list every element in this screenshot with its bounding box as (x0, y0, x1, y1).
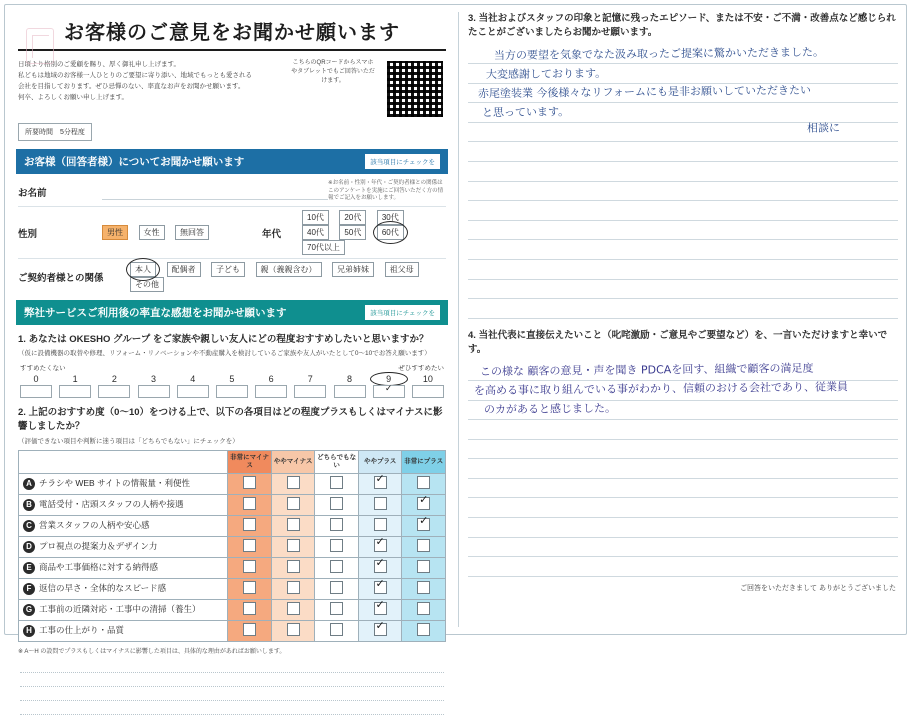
nps-num-9: 9 (373, 374, 405, 384)
nps-scale-ends (20, 363, 444, 372)
nps-num-8: 8 (346, 374, 352, 385)
checkbox[interactable] (417, 581, 430, 594)
row-h-opt-1[interactable] (271, 620, 315, 641)
row-e-label: 商品や工事価格に対する納得感 (39, 562, 159, 573)
row-c-opt-3[interactable] (358, 515, 402, 536)
question-3-answer-area[interactable] (466, 45, 900, 319)
nps-num-6: 6 (268, 374, 274, 385)
handwriting-line-4: と思っています。 (481, 104, 570, 119)
age-option-60-box[interactable]: 60代 (377, 225, 404, 240)
relation-option-parent[interactable] (256, 262, 322, 277)
question-4-number: 4. (468, 329, 476, 341)
table-row (19, 620, 446, 641)
nps-box-10[interactable] (412, 385, 444, 398)
question-3-lines[interactable] (468, 45, 898, 319)
gender-label: 性別 (18, 228, 38, 240)
checkbox[interactable] (243, 539, 256, 552)
section-2-header (16, 300, 448, 325)
write-line[interactable] (468, 260, 898, 280)
question-1-number: 1. (18, 334, 26, 346)
row-a-label-cell (19, 473, 228, 494)
row-e-badge: E (23, 562, 35, 574)
intro-text (18, 59, 282, 103)
checkbox[interactable] (330, 602, 343, 615)
row-d-opt-1[interactable] (271, 536, 315, 557)
table-header-neutral: どちらでもない (315, 451, 359, 474)
title-rule (18, 49, 446, 51)
row-g-opt-0[interactable] (228, 599, 272, 620)
checkbox[interactable] (287, 497, 300, 510)
free-comment-lines[interactable] (20, 659, 444, 715)
comment-line[interactable] (20, 687, 444, 701)
write-line[interactable] (468, 240, 898, 260)
section-2-title: 弊社サービスご利用後の率直な感想をお聞かせ願います (24, 307, 287, 320)
question-1-body: あなたは OKESHO グループ をご家族や親しい友人にどの程度おすすめしたいと思いますか？ (28, 334, 429, 346)
checkbox[interactable] (330, 560, 343, 573)
relation-option-sibling[interactable] (332, 262, 374, 277)
row-e-opt-3[interactable] (358, 557, 402, 578)
decorative-stamp-icon (26, 28, 54, 64)
name-note: ※お名前・性別・年代・ご契約者様との関係はこのアンケートを実施にご回答いただく方の情報でご記入をお願いします。 (328, 180, 444, 202)
row-h-opt-3[interactable] (358, 620, 402, 641)
age-option-60[interactable] (377, 225, 404, 240)
write-line[interactable] (468, 299, 898, 319)
row-f-label-cell (19, 578, 228, 599)
divider (18, 206, 446, 207)
question-2-body: 上記のおすすめ度（0～10）をつける上で、以下の各項目はどの程度プラスもしくはマイナスに影響しましたか？ (18, 407, 443, 433)
nps-left-label: すすめたくない (20, 365, 66, 373)
checkbox[interactable] (374, 602, 387, 615)
write-line[interactable] (468, 557, 898, 577)
name-label: お名前 (18, 187, 47, 199)
checkbox[interactable] (287, 602, 300, 615)
nps-cell-0[interactable] (20, 374, 52, 398)
handwriting-q4-line-1: この様な 顧客の意見・声を聞き PDCAを回す、組織で顧客の満足度 (479, 362, 814, 379)
write-line[interactable] (468, 182, 898, 202)
age-option-40-box[interactable]: 40代 (302, 225, 329, 240)
table-row (19, 599, 446, 620)
nps-box-1[interactable] (59, 385, 91, 398)
nps-cell-6[interactable] (255, 374, 287, 398)
row-f-opt-0[interactable] (228, 578, 272, 599)
relation-option-child[interactable] (211, 262, 245, 277)
nps-num-10: 10 (422, 374, 433, 385)
section-1-header (16, 149, 448, 174)
age-option-20[interactable] (339, 210, 366, 225)
table-header-negative: ややマイナス (271, 451, 315, 474)
row-d-badge: D (23, 541, 35, 553)
row-g-opt-1[interactable] (271, 599, 315, 620)
nps-cell-9[interactable] (373, 374, 405, 398)
write-line[interactable] (468, 381, 898, 401)
nps-box-9[interactable] (373, 385, 405, 398)
section-1-checknote: 該当項目にチェックを (365, 154, 440, 169)
row-e-opt-0[interactable] (228, 557, 272, 578)
page-title: お客様のご意見をお聞かせ願います (64, 22, 400, 44)
row-b-opt-4[interactable] (402, 494, 446, 515)
checkbox[interactable] (417, 497, 430, 510)
checkbox[interactable] (330, 623, 343, 636)
row-d-opt-0[interactable] (228, 536, 272, 557)
row-e-opt-1[interactable] (271, 557, 315, 578)
row-b-label: 電話受付・店頭スタッフの人柄や接遇 (39, 499, 184, 510)
qr-note-text: こちらのQRコードからスマホやタブレットでもご回答いただけます。 (291, 60, 375, 84)
relation-option-sibling-box[interactable]: 兄弟姉妹 (332, 262, 374, 277)
row-e-opt-4[interactable] (402, 557, 446, 578)
row-c-label-cell (19, 515, 228, 536)
nps-cell-10[interactable] (412, 374, 444, 398)
age-label: 年代 (262, 228, 282, 240)
row-d-opt-4[interactable] (402, 536, 446, 557)
checkbox[interactable] (374, 476, 387, 489)
nps-box-5[interactable] (216, 385, 248, 398)
nps-num-0: 0 (33, 374, 39, 385)
table-row (19, 557, 446, 578)
age-option-40[interactable] (302, 225, 329, 240)
nps-num-1: 1 (72, 374, 78, 385)
row-c-opt-4[interactable] (402, 515, 446, 536)
row-g-badge: G (23, 604, 35, 616)
section-1-title: お客様（回答者様）についてお聞かせ願います (24, 156, 245, 168)
write-line[interactable] (468, 479, 898, 499)
nps-cell-3[interactable] (138, 374, 170, 398)
row-e-opt-2[interactable] (315, 557, 359, 578)
age-option-20-box[interactable]: 20代 (339, 210, 366, 225)
qr-note (290, 59, 376, 86)
checkbox[interactable] (417, 518, 430, 531)
row-d-opt-2[interactable] (315, 536, 359, 557)
row-b-label-cell (19, 494, 228, 515)
nps-box-2[interactable] (98, 385, 130, 398)
row-d-label: プロ視点の提案力＆デザイン力 (39, 541, 158, 552)
comment-line[interactable] (20, 701, 444, 715)
write-line[interactable] (468, 280, 898, 300)
row-f-label: 返信の早さ・全体的なスピード感 (39, 583, 167, 594)
nps-cell-5[interactable] (216, 374, 248, 398)
checkbox[interactable] (417, 623, 430, 636)
gender-option-male[interactable] (102, 225, 128, 240)
row-a-label: チラシや WEB サイトの情報量・利便性 (39, 478, 190, 489)
row-c-opt-1[interactable] (271, 515, 315, 536)
row-c-badge: C (23, 520, 35, 532)
question-1-sub: （仮に設備機器の取替や修理、リフォーム・リノベーションや不動産購入を検討しているご家族や友人がいたとして0～10でお答え願います） (18, 350, 431, 358)
nps-cell-2[interactable] (98, 374, 130, 398)
row-a-opt-3[interactable] (358, 473, 402, 494)
intro-line-2: 私どもは地域のお客様一人ひとりのご要望に寄り添い、地域でもっとも愛される (18, 72, 252, 80)
checkbox[interactable] (417, 539, 430, 552)
checkbox[interactable] (330, 476, 343, 489)
row-a-badge: A (23, 478, 35, 490)
handwriting-q4-line-3: のカがあると感じました。 (483, 402, 617, 417)
row-c-label: 営業スタッフの人柄や安心感 (39, 520, 150, 531)
gender-age-row (18, 210, 446, 255)
checkbox[interactable] (330, 581, 343, 594)
table-header-very-positive: 非常にプラス (402, 451, 446, 474)
name-row (18, 180, 446, 203)
column-divider (458, 12, 459, 627)
nps-num-7: 7 (307, 374, 313, 385)
intro-line-4: 何卒、よろしくお願い申し上げます。 (18, 94, 128, 102)
row-a-opt-0[interactable] (228, 473, 272, 494)
row-g-opt-4[interactable] (402, 599, 446, 620)
question-2-number: 2. (18, 407, 26, 419)
write-line[interactable] (468, 361, 898, 381)
checkbox[interactable] (243, 518, 256, 531)
checkbox[interactable] (417, 602, 430, 615)
write-line[interactable] (468, 103, 898, 123)
checkbox[interactable] (417, 560, 430, 573)
nps-box-0[interactable] (20, 385, 52, 398)
relation-row (18, 262, 446, 292)
name-input[interactable] (102, 184, 328, 200)
nps-box-4[interactable] (177, 385, 209, 398)
right-column (466, 10, 900, 630)
checkbox[interactable] (287, 560, 300, 573)
checkbox[interactable] (374, 497, 387, 510)
nps-cell-1[interactable] (59, 374, 91, 398)
question-3-number: 3. (468, 13, 476, 24)
relation-option-self[interactable] (130, 262, 156, 277)
checkbox[interactable] (287, 539, 300, 552)
intro-line-3: 会社を目指しております。ぜひ忌憚のない、率直なお声をお聞かせ願います。 (18, 83, 245, 91)
question-3-body: 当社およびスタッフの印象と記憶に残ったエピソード、または不安・ご不満・改善点など感じられたことがございましたらお聞かせ願います。 (468, 13, 896, 39)
write-line[interactable] (468, 84, 898, 104)
question-2-sub: （評価できない項目や判断に迷う項目は「どちらでもない」にチェックを） (18, 437, 239, 445)
row-a-opt-1[interactable] (271, 473, 315, 494)
table-header-positive: ややプラス (358, 451, 402, 474)
intro-line-1: 日頃より格別のご愛顧を賜り、厚く御礼申し上げます。 (18, 61, 180, 68)
relation-option-other-box[interactable]: その他 (130, 277, 164, 292)
age-option-70plus[interactable] (302, 240, 345, 255)
row-a-opt-2[interactable] (315, 473, 359, 494)
row-d-label-cell (19, 536, 228, 557)
row-h-opt-4[interactable] (402, 620, 446, 641)
qr-code-icon[interactable] (387, 61, 443, 117)
nps-cell-4[interactable] (177, 374, 209, 398)
question-1-text (18, 333, 446, 347)
row-g-opt-2[interactable] (315, 599, 359, 620)
row-b-badge: B (23, 499, 35, 511)
question-4-body: 当社代表に直接伝えたいこと（叱咤激励・ご意見やご要望など）を、一言いただけますと幸いです。 (468, 329, 888, 356)
checkbox[interactable] (330, 539, 343, 552)
write-line[interactable] (468, 123, 898, 143)
estimated-time-badge: 所要時間 5分程度 (18, 123, 92, 141)
checkbox[interactable] (374, 518, 387, 531)
row-e-label-cell (19, 557, 228, 578)
row-g-label-cell (19, 599, 228, 620)
checkbox[interactable] (417, 476, 430, 489)
nps-box-7[interactable] (294, 385, 326, 398)
relation-label: ご契約者様との関係 (18, 273, 104, 285)
handwriting-line-3: 赤尾塗装業 今後様々なリフォームにも是非お願いしていただきたい (477, 83, 812, 100)
left-column (12, 10, 452, 655)
relation-option-grandparent-box[interactable]: 祖父母 (385, 262, 419, 277)
row-b-opt-1[interactable] (271, 494, 315, 515)
checkbox[interactable] (330, 518, 343, 531)
write-line[interactable] (468, 420, 898, 440)
nps-num-2: 2 (111, 374, 117, 385)
row-a-opt-4[interactable] (402, 473, 446, 494)
gender-option-none-box[interactable]: 無回答 (175, 225, 209, 240)
nps-scale[interactable] (20, 363, 444, 398)
relation-option-child-box[interactable]: 子ども (211, 262, 245, 277)
row-h-badge: H (23, 625, 35, 637)
thanks-note: ご回答をいただきまして ありがとうございました (740, 584, 896, 592)
intro-block (18, 59, 446, 117)
write-line[interactable] (468, 459, 898, 479)
age-option-70plus-box[interactable]: 70代以上 (302, 240, 345, 255)
table-row (19, 536, 446, 557)
row-h-opt-2[interactable] (315, 620, 359, 641)
checkbox[interactable] (243, 476, 256, 489)
checkbox[interactable] (374, 581, 387, 594)
checkbox[interactable] (243, 581, 256, 594)
row-f-opt-1[interactable] (271, 578, 315, 599)
checkbox[interactable] (243, 497, 256, 510)
gender-option-none[interactable] (175, 225, 209, 240)
section-2-checknote: 該当項目にチェックを (365, 305, 440, 320)
nps-box-8[interactable] (334, 385, 366, 398)
relation-option-grandparent[interactable] (385, 262, 419, 277)
row-f-opt-2[interactable] (315, 578, 359, 599)
checkbox[interactable] (287, 623, 300, 636)
nps-num-3: 3 (151, 374, 157, 385)
table-header-item (19, 451, 228, 474)
write-line[interactable] (468, 162, 898, 182)
handwriting-signature: 相談に (806, 120, 841, 135)
checkbox[interactable] (243, 623, 256, 636)
row-g-label: 工事前の近隣対応・工事中の清掃（養生） (39, 604, 201, 615)
write-line[interactable] (468, 142, 898, 162)
table-row (19, 494, 446, 515)
relation-option-self-box[interactable]: 本人 (130, 262, 156, 277)
checkbox[interactable] (287, 518, 300, 531)
comment-line[interactable] (20, 673, 444, 687)
checkbox[interactable] (243, 602, 256, 615)
nps-cell-8[interactable] (334, 374, 366, 398)
write-line[interactable] (468, 538, 898, 558)
impact-table (18, 450, 446, 642)
question-4-text (468, 329, 898, 358)
handwriting-q4-line-2: を高める事に取り組んでいる事がわかり、信頼のおける会社であり、従業員 (473, 380, 849, 398)
write-line[interactable] (468, 498, 898, 518)
write-line[interactable] (468, 401, 898, 421)
relation-option-spouse-box[interactable]: 配偶者 (167, 262, 201, 277)
age-option-10[interactable] (302, 210, 329, 225)
nps-cell-7[interactable] (294, 374, 326, 398)
comment-line[interactable] (20, 659, 444, 673)
table-header-row (19, 451, 446, 474)
relation-option-parent-box[interactable]: 親（義親含む） (256, 262, 322, 277)
checkbox[interactable] (243, 560, 256, 573)
nps-num-5: 5 (229, 374, 235, 385)
checkbox[interactable] (374, 623, 387, 636)
checkbox[interactable] (330, 497, 343, 510)
age-option-30-box[interactable]: 30代 (377, 210, 404, 225)
write-line[interactable] (468, 221, 898, 241)
table-header-very-negative: 非常にマイナス (228, 451, 272, 474)
nps-right-label: ぜひすすめたい (398, 365, 444, 373)
nps-box-3[interactable] (138, 385, 170, 398)
question-4-answer-area[interactable] (466, 361, 900, 577)
nps-box-6[interactable] (255, 385, 287, 398)
checkbox[interactable] (287, 581, 300, 594)
question-3-text (468, 12, 898, 41)
row-b-opt-0[interactable] (228, 494, 272, 515)
table-row (19, 578, 446, 599)
row-f-opt-3[interactable] (358, 578, 402, 599)
row-b-opt-2[interactable] (315, 494, 359, 515)
age-option-50-box[interactable]: 50代 (339, 225, 366, 240)
checkbox[interactable] (374, 560, 387, 573)
relation-option-spouse[interactable] (167, 262, 201, 277)
nps-scale-cells (20, 374, 444, 398)
write-line[interactable] (468, 518, 898, 538)
row-g-opt-3[interactable] (358, 599, 402, 620)
handwriting-line-2: 大変感謝しております。 (485, 66, 607, 81)
age-option-50[interactable] (339, 225, 366, 240)
row-h-label: 工事の仕上がり・品質 (39, 625, 125, 636)
question-4-lines[interactable] (468, 361, 898, 577)
row-f-badge: F (23, 583, 35, 595)
handwriting-line-1: 当方の要望を気象でなた汲み取ったご提案に驚かいただきました。 (493, 45, 825, 62)
row-h-label-cell (19, 620, 228, 641)
row-c-opt-2[interactable] (315, 515, 359, 536)
write-line[interactable] (468, 440, 898, 460)
gender-option-female-box[interactable]: 女性 (139, 225, 165, 240)
row-h-opt-0[interactable] (228, 620, 272, 641)
row-d-opt-3[interactable] (358, 536, 402, 557)
table-footnote: ※ A～H の設問でプラスもしくはマイナスに影響した項目は、具体的な理由があればお願いします。 (18, 648, 286, 655)
row-b-opt-3[interactable] (358, 494, 402, 515)
write-line[interactable] (468, 64, 898, 84)
question-2-text (18, 406, 446, 435)
gender-option-female[interactable] (139, 225, 165, 240)
nps-num-4: 4 (190, 374, 196, 385)
gender-option-male-box[interactable]: 男性 (102, 225, 128, 240)
write-line[interactable] (468, 201, 898, 221)
checkbox[interactable] (287, 476, 300, 489)
checkbox[interactable] (374, 539, 387, 552)
row-f-opt-4[interactable] (402, 578, 446, 599)
age-option-10-box[interactable]: 10代 (302, 210, 329, 225)
table-row (19, 473, 446, 494)
divider (18, 258, 446, 259)
write-line[interactable] (468, 45, 898, 65)
table-row (19, 515, 446, 536)
row-c-opt-0[interactable] (228, 515, 272, 536)
